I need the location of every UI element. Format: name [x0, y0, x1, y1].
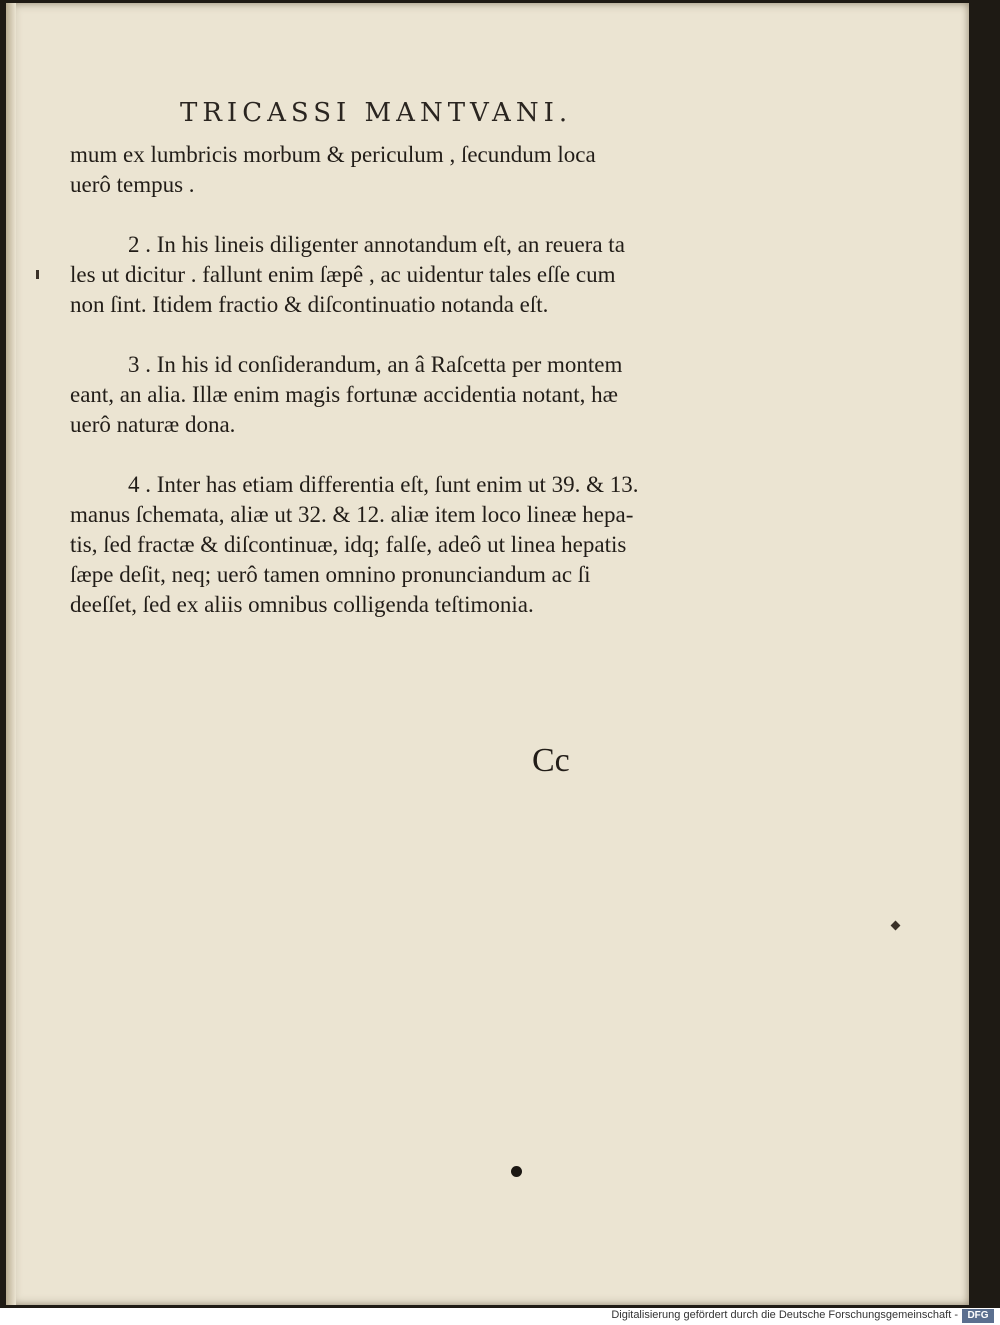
text-line: ſæpe deſit, neq; uerô tamen omnino pronunciandum ac ſi — [70, 562, 591, 587]
text-line: non ſint. Itidem fractio & diſcontinuatio notanda eſt. — [70, 292, 549, 317]
page-gutter-shadow — [6, 3, 16, 1305]
funding-notice: Digitalisierung gefördert durch die Deutsche Forschungsgemeinschaft - — [611, 1309, 958, 1321]
text-line: deeſſet, ſed ex aliis omnibus colligenda teſtimonia. — [70, 592, 534, 617]
text-line: mum ex lumbricis morbum & periculum , ſecundum loca — [70, 142, 596, 167]
signature-mark: Cc — [532, 742, 570, 779]
paragraph-2 — [70, 230, 750, 320]
text-line: uerô tempus . — [70, 172, 195, 197]
text-line: 4 . Inter has etiam differentia eſt, ſunt enim ut 39. & 13. — [128, 472, 639, 497]
paragraph-1 — [70, 140, 750, 200]
text-line: uerô naturæ dona. — [70, 412, 236, 437]
text-line: 3 . In his id conſiderandum, an â Raſcetta per montem — [128, 352, 623, 377]
margin-mark — [36, 270, 39, 279]
text-line: les ut dicitur . fallunt enim ſæpê , ac uidentur tales eſſe cum — [70, 262, 616, 287]
text-line: 2 . In his lineis diligenter annotandum eſt, an reuera ta — [128, 232, 625, 257]
paragraph-4 — [70, 470, 750, 620]
paragraph-3 — [70, 350, 750, 440]
text-line: tis, ſed fractæ & diſcontinuæ, idq; falſe, adeô ut linea hepatis — [70, 532, 627, 557]
running-head: TRICASSI MANTVANI. — [180, 98, 573, 128]
ink-dot — [511, 1166, 522, 1177]
text-line: manus ſchemata, aliæ ut 32. & 12. aliæ item loco lineæ hepa- — [70, 502, 634, 527]
text-line: eant, an alia. Illæ enim magis fortunæ accidentia notant, hæ — [70, 382, 619, 407]
dfg-logo-icon: DFG — [962, 1309, 994, 1323]
body-text — [70, 140, 750, 620]
footer-bar — [0, 1308, 1000, 1325]
